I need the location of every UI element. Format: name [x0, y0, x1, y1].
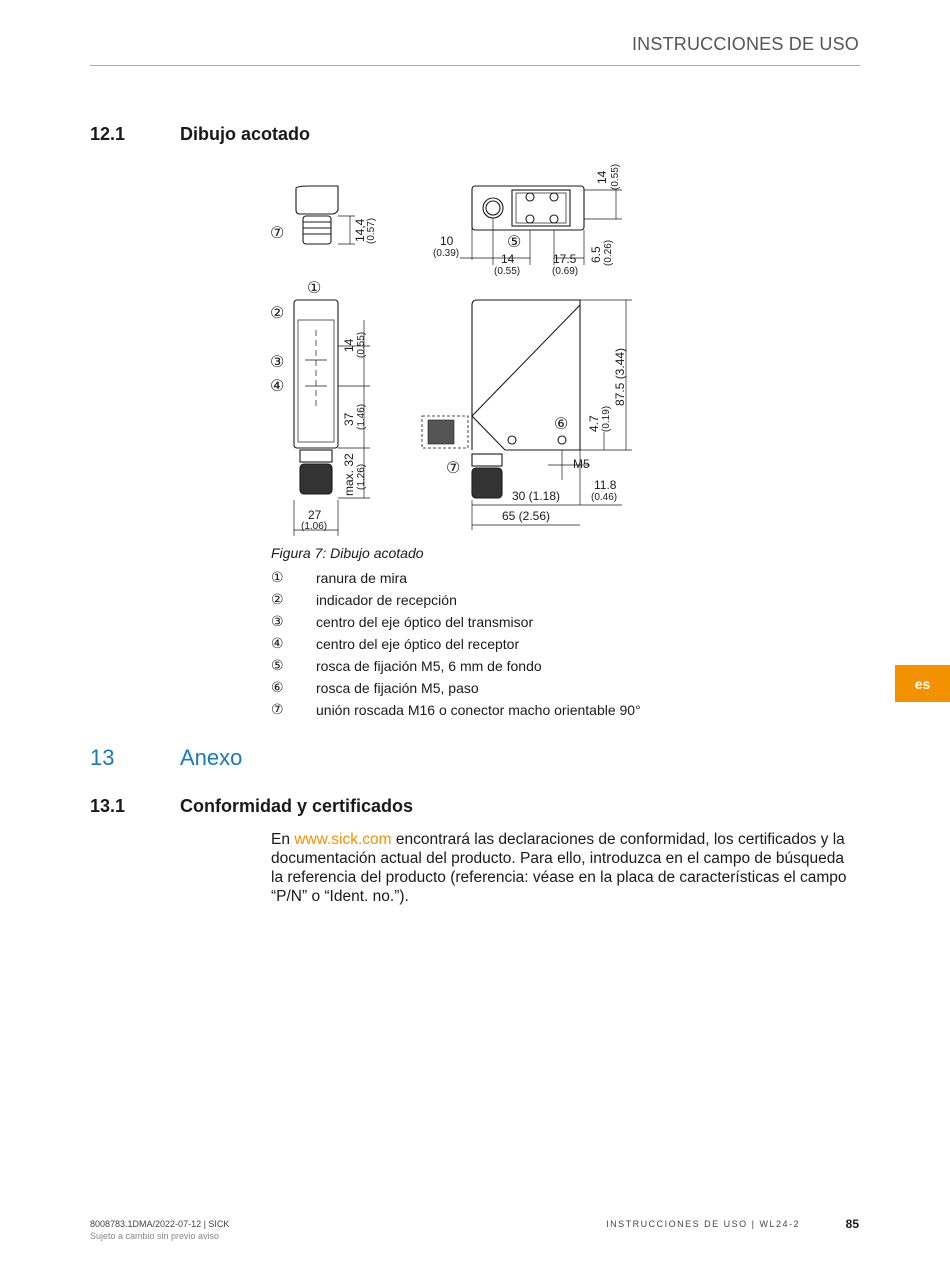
legend-marker: ⑦: [271, 702, 284, 718]
legend-marker: ⑤: [271, 658, 284, 674]
callout-6: ⑥: [554, 416, 569, 433]
dim-87-5: 87.5 (3.44): [613, 347, 627, 406]
callout-4: ④: [270, 378, 285, 395]
footer-doc-info: [90, 1218, 229, 1242]
dim-30: 30 (1.18): [512, 489, 561, 503]
dim-27: 27: [308, 508, 322, 522]
section-title: Conformidad y certificados: [180, 796, 414, 816]
language-tab[interactable]: es: [895, 665, 950, 702]
legend-text: unión roscada M16 o conector macho orientable 90°: [316, 702, 641, 718]
legend-text: rosca de fijación M5, 6 mm de fondo: [316, 658, 542, 674]
dim-0-55-top: (0.55): [610, 163, 621, 190]
legend-item: [271, 658, 691, 680]
dim-0-69: (0.69): [552, 266, 579, 277]
legend-marker: ④: [271, 636, 284, 652]
paragraph-text-before: En: [271, 831, 295, 848]
paragraph-text-after: encontrará las declaraciones de conformidad, los certificados y la documentación actual del producto. Para ello, introduzca en el campo de búsqueda la referencia del producto (referencia: véase en la placa de características el campo “P/N” o “Ident. no.”).: [271, 831, 847, 905]
dim-14-mid: 14: [501, 252, 515, 266]
legend-item: [271, 702, 691, 724]
dim-4-7: 4.7: [587, 415, 601, 432]
dim-1-46: (1.46): [356, 403, 367, 430]
dimension-drawing: [260, 160, 680, 538]
legend-item: [271, 570, 691, 592]
legend-text: centro del eje óptico del receptor: [316, 636, 520, 652]
section-number: 13: [90, 745, 115, 770]
callout-7a: ⑦: [270, 225, 285, 242]
sick-website-link[interactable]: www.sick.com: [294, 831, 392, 848]
legend-text: ranura de mira: [316, 570, 408, 586]
callout-5: ⑤: [507, 234, 522, 251]
section-title: Anexo: [180, 745, 243, 770]
legend-marker: ⑥: [271, 680, 284, 696]
dim-37: 37: [342, 412, 356, 426]
header-rule: [90, 65, 860, 66]
dim-0-55-left: (0.55): [356, 331, 367, 358]
page-number: 85: [845, 1217, 859, 1231]
dim-17-5: 17.5: [553, 252, 577, 266]
section-number: 12.1: [90, 124, 126, 144]
dim-10: 10: [440, 234, 454, 248]
legend-text: indicador de recepción: [316, 592, 457, 608]
dim-11-8: 11.8: [594, 478, 617, 492]
footer-doc-id: 8008783.1DMA/2022-07-12 | SICK: [90, 1219, 230, 1229]
dim-0-19: (0.19): [601, 405, 612, 432]
dim-0-55-mid: (0.55): [494, 266, 521, 277]
legend-text: centro del eje óptico del transmisor: [316, 614, 534, 630]
dim-0-46: (0.46): [591, 492, 618, 503]
legend-item: [271, 614, 691, 636]
legend-item: [271, 680, 691, 702]
legend-text: rosca de fijación M5, paso: [316, 680, 479, 696]
header-title: INSTRUCCIONES DE USO: [631, 34, 859, 54]
dim-1-26: (1.26): [356, 463, 367, 490]
dim-6-5: 6.5: [589, 246, 603, 263]
dim-0-26: (0.26): [603, 239, 614, 266]
callout-1: ①: [307, 280, 322, 297]
callout-3: ③: [270, 354, 285, 371]
legend-marker: ③: [271, 614, 284, 630]
legend-marker: ①: [271, 570, 284, 586]
section-number: 13.1: [90, 796, 126, 816]
dim-14-4: 14,4: [353, 218, 367, 242]
dim-65: 65 (2.56): [502, 509, 551, 523]
dim-0-39: (0.39): [433, 248, 460, 259]
callout-2: ②: [270, 305, 285, 322]
dim-1-06: (1.06): [301, 521, 328, 532]
dim-m5: M5: [573, 457, 590, 471]
dim-14-left: 14: [342, 338, 356, 352]
callout-7b: ⑦: [446, 460, 461, 477]
conformity-paragraph: [271, 830, 851, 906]
legend-marker: ②: [271, 592, 284, 608]
dim-max-32: max. 32: [342, 453, 356, 496]
figure-caption: Figura 7: Dibujo acotado: [271, 545, 424, 561]
footer-notice: Sujeto a cambio sin previo aviso: [90, 1231, 220, 1241]
dim-14-top: 14: [595, 170, 609, 184]
section-title: Dibujo acotado: [180, 124, 310, 144]
footer-doc-title: INSTRUCCIONES DE USO | WL24-2: [606, 1219, 800, 1229]
legend-item: [271, 592, 691, 614]
dim-0-57: (0.57): [366, 217, 377, 244]
legend-list: [271, 570, 691, 724]
legend-item: [271, 636, 691, 658]
